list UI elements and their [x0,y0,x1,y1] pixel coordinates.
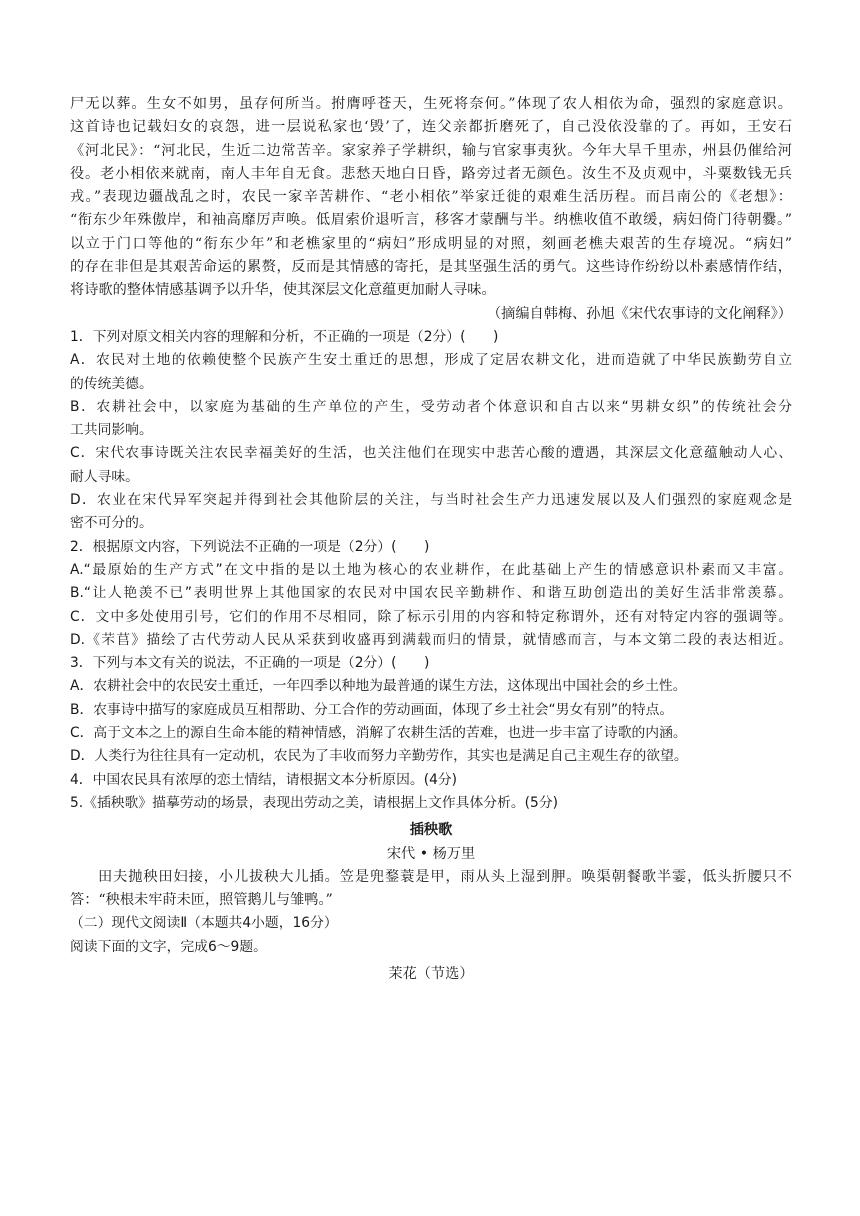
question-stem: 2．根据原文内容，下列说法不正确的一项是（2分）( ) [70,538,430,555]
section-instruction: 阅读下面的文字，完成6～9题。 [70,938,267,955]
passage-source: （摘编自韩梅、孙旭《宋代农事诗的文化阐释》） [486,305,792,322]
document-page [70,93,792,986]
question-5: 5.《插秧歌》描摹劳动的场景，表现出劳动之美，请根据上文作具体分析。(5分) [70,794,559,811]
option-d: D．农业在宋代异军突起并得到社会其他阶层的关注，与当时社会生产力迅速发展以及人们强烈的家庭观念是 [70,492,792,509]
option-c-cont: 耐人寻味。 [70,468,139,485]
passage [70,93,792,326]
option-c: C．高于文本之上的源自生命本能的精神情感，消解了农耕生活的苦难，也进一步丰富了诗歌的内涵。 [70,725,687,742]
poem-line: 答：“秧根未牢莳未匝，照管鹅儿与雏鸭。” [70,892,333,909]
option-b: B.“让人艳羡不已”表明世界上其他国家的农民对中国农民辛勤耕作、和谐互助创造出的美好生活非常羡慕。 [70,585,792,602]
poem-author: 宋代 • 杨万里 [386,845,476,862]
option-b: B．农事诗中描写的家庭成员互相帮助、分工合作的劳动画面，体现了乡土社会“男女有别”的特点。 [70,701,674,718]
passage-line: 尸无以葬。生女不如男，虽存何所当。拊膺呼苍天，生死将奈何。”体现了农人相依为命，强烈的家庭意识。 [70,96,792,112]
passage-line: “衔东少年殊傲岸，和袖高靡厉声唤。低眉索价退听言，移客才蒙酬与半。纳樵收值不敢缓，病妇倚门待朝爨。” [70,212,792,229]
question-3 [70,652,792,768]
passage-line: 役。老小相依来就南，南人丰年自无食。悲愁天地白日昏，路旁过者无颜色。汝生不及贞观中，斗粟数钱无兵 [70,165,792,182]
passage-line: 以立于门口等他的“衔东少年”和老樵家里的“病妇”形成明显的对照，刻画老樵夫艰苦的生存境况。“病妇” [70,235,792,252]
section-2 [70,912,792,959]
section-heading: （二）现代文阅读Ⅱ（本题共4小题，16分） [70,915,338,932]
question-stem: 1．下列对原文相关内容的理解和分析，不正确的一项是（2分）( ) [70,328,499,345]
section-title: 茉花（节选） [388,965,474,982]
option-a-cont: 的传统美德。 [70,375,153,392]
option-d: D.《芣苢》描绘了古代劳动人民从采获到收盛再到满载而归的情景，就情感而言，与本文第二段的表达相近。 [70,631,792,648]
poem [70,819,792,912]
poem-title: 插秧歌 [409,822,453,839]
question-4: 4．中国农民具有浓厚的恋土情结，请根据文本分析原因。(4分) [70,771,458,788]
option-b: B．农耕社会中，以家庭为基础的生产单位的产生，受劳动者个体意识和自古以来“男耕女织”的传统社会分 [70,398,792,415]
question-4-5 [70,769,792,816]
option-b-cont: 工共同影响。 [70,422,153,439]
option-c: C．宋代农事诗既关注农民幸福美好的生活，也关注他们在现实中悲苦心酸的遭遇，其深层文化意蕴触动人心、 [70,445,792,462]
passage-line: 戎。”表现边疆战乱之时，农民一家辛苦耕作、“老小相依”举家迁徙的艰难生活历程。而吕南公的《老想》： [70,189,792,206]
option-a: A．农民对土地的依赖使整个民族产生安土重迁的思想，形成了定居农耕文化，进而造就了中华民族勤劳自立 [70,352,792,369]
option-a: A.“最原始的生产方式”在文中指的是以土地为核心的农业耕作，在此基础上产生的情感意识朴素而又丰富。 [70,561,792,578]
passage-line: 的存在非但是其艰苦命运的累赘，反而是其情感的寄托，是其坚强生活的勇气。这些诗作纷纷以朴素感情作结， [70,259,792,276]
option-d: D．人类行为往往具有一定动机，农民为了丰收而努力辛勤劳作，其实也是满足自己主观生存的欲望。 [70,748,688,765]
option-a: A．农耕社会中的农民安土重迁，一年四季以种地为最普通的谋生方法，这体现出中国社会的乡土性。 [70,678,687,695]
question-stem: 3．下列与本文有关的说法，不正确的一项是（2分）( ) [70,655,430,672]
passage-line: 将诗歌的整体情感基调予以升华，使其深层文化意蕴更加耐人寻味。 [70,282,496,299]
poem-line: 田夫抛秧田妇接，小儿拔秧大儿插。笠是兜鍪蓑是甲，雨从头上湿到胛。唤渠朝餐歌半霎，低头折腰只不 [98,868,792,885]
question-1 [70,326,792,536]
option-d-cont: 密不可分的。 [70,515,153,532]
question-2 [70,536,792,652]
option-c: C．文中多处使用引号，它们的作用不尽相同，除了标示引用的内容和特定称谓外，还有对特定内容的强调等。 [70,608,792,625]
passage-line: 《河北民》：“河北民，生近二边常苦辛。家家养子学耕织，输与官家事夷狄。今年大旱千里赤，州县仍催给河 [70,142,792,159]
passage-line: 这首诗也记载妇女的哀怨，进一层说私家也‘毁’了，连父亲都折磨死了，自己没依没靠的了。再如，王安石 [70,119,792,136]
